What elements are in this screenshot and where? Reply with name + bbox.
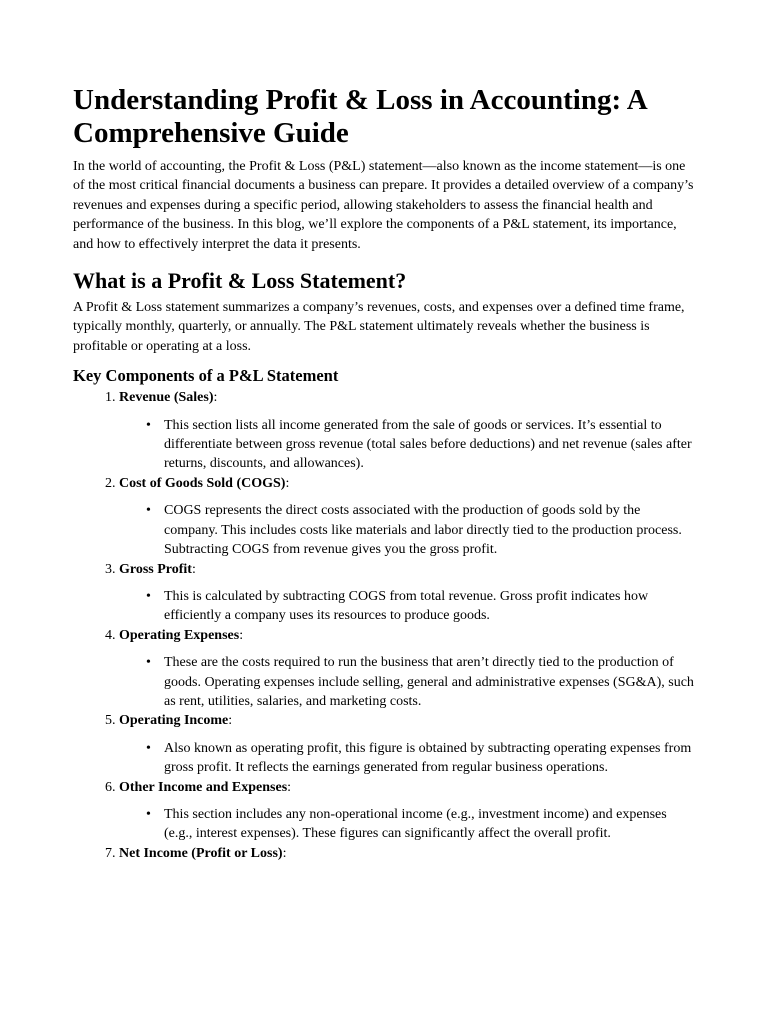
sub-list <box>119 501 695 559</box>
list-item-colon: : <box>239 627 244 643</box>
sub-list-item-text: These are the costs required to run the business that aren’t directly tied to the production of goods. Operating expenses include selling, general and administrative expenses (SG&A), such as rent, utilities, salaries, and marketing costs. <box>164 655 694 709</box>
list-item-term: Other Income and Expenses <box>119 779 288 795</box>
sub-list-item <box>146 501 695 559</box>
section-paragraph-what-is-pl: A Profit & Loss statement summarizes a company’s revenues, costs, and expenses over a defined time frame, typically monthly, quarterly, or annually. The P&L statement ultimately reveals whether the business is profitable or operating at a loss. <box>73 300 685 354</box>
page-title: Understanding Profit & Loss in Accounting: A Comprehensive Guide <box>73 84 647 149</box>
key-components-list <box>73 388 695 863</box>
list-item-term: Operating Income <box>119 713 229 729</box>
sub-list-item <box>146 587 695 626</box>
sub-list <box>119 653 695 711</box>
sub-list-item-text: This section lists all income generated from the sale of goods or services. It’s essential to differentiate between gross revenue (total sales before deductions) and net revenue (sales after returns, discounts, and allowances). <box>164 417 692 472</box>
sub-list-item-text: Also known as operating profit, this figure is obtained by subtracting operating expenses from gross profit. It reflects the earnings generated from regular business operations. <box>164 740 692 776</box>
sub-list <box>119 805 695 844</box>
sub-list-item-text: This is calculated by subtracting COGS from total revenue. Gross profit indicates how efficiently a company uses its resources to produce goods. <box>164 588 649 624</box>
bullet-icon: • <box>146 806 151 822</box>
sub-list-item <box>146 416 695 474</box>
sub-list-item <box>146 739 695 778</box>
list-item-term: Gross Profit <box>119 561 192 577</box>
list-item <box>119 844 695 863</box>
bullet-icon: • <box>146 503 151 519</box>
list-item-colon: : <box>213 390 218 406</box>
list-item <box>119 474 695 560</box>
list-item-term: Revenue (Sales) <box>119 390 214 406</box>
list-item-colon: : <box>285 475 290 491</box>
sub-list-item <box>146 805 695 844</box>
intro-paragraph: In the world of accounting, the Profit & Loss (P&L) statement—also known as the income statement—is one of the most critical financial documents a business can prepare. It provides a detailed overview of a company’s revenues and expenses during a specific period, allowing stakeholders to assess the financial health and performance of the business. In this blog, we’ll explore the components of a P&L statement, its importance, and how to effectively interpret the data it presents. <box>73 159 694 252</box>
sub-list-item-text: COGS represents the direct costs associated with the production of goods sold by the company. This includes costs like materials and labor directly tied to the production process. Subtracting COGS from revenue gives you the gross profit. <box>164 503 682 558</box>
list-item-colon: : <box>282 845 287 861</box>
sub-list <box>119 587 695 626</box>
list-item <box>119 388 695 474</box>
sub-list-item-text: This section includes any non-operational income (e.g., investment income) and expenses (e.g., interest expenses). These figures can significantly affect the overall profit. <box>164 806 667 842</box>
list-item <box>119 711 695 777</box>
list-item-colon: : <box>228 713 233 729</box>
list-item-term: Cost of Goods Sold (COGS) <box>119 475 286 491</box>
list-item-colon: : <box>191 561 196 577</box>
list-item <box>119 778 695 844</box>
bullet-icon: • <box>146 588 151 604</box>
bullet-icon: • <box>146 655 151 671</box>
bullet-icon: • <box>146 417 151 433</box>
list-item <box>119 626 695 712</box>
sub-list <box>119 416 695 474</box>
section-heading-what-is-pl: What is a Profit & Loss Statement? <box>73 268 407 294</box>
bullet-icon: • <box>146 740 151 756</box>
sub-list <box>119 739 695 778</box>
sub-list-item <box>146 653 695 711</box>
section-heading-key-components: Key Components of a P&L Statement <box>73 366 339 386</box>
list-item-term: Net Income (Profit or Loss) <box>119 845 283 861</box>
list-item-colon: : <box>287 779 292 795</box>
list-item-term: Operating Expenses <box>119 627 240 643</box>
list-item <box>119 560 695 626</box>
